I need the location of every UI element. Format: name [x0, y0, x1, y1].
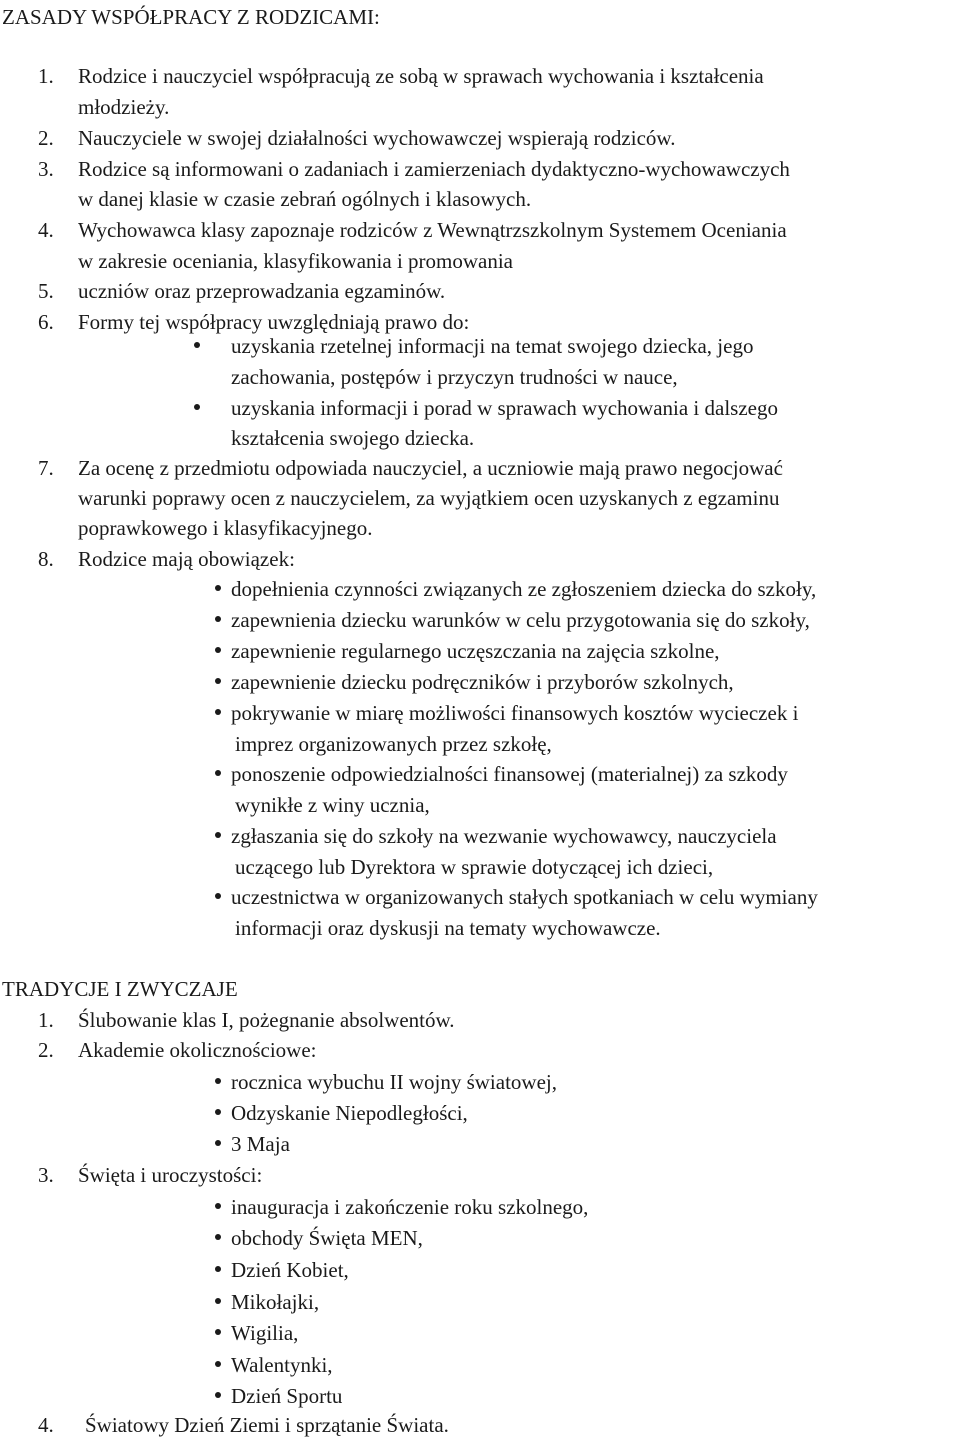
bullet-icon [215, 1361, 221, 1367]
list-item-text: Za ocenę z przedmiotu odpowiada nauczyciel, a uczniowie mają prawo negocjować [78, 456, 783, 480]
bullet-icon [215, 1234, 221, 1240]
bullet-icon [215, 709, 221, 715]
bullet-text: wynikłe z winy ucznia, [235, 793, 430, 817]
bullet-icon [215, 1140, 221, 1146]
list-item-text: Wychowawca klasy zapoznaje rodziców z Wewnątrzszkolnym Systemem Oceniania [78, 218, 787, 242]
list-item-text: warunki poprawy ocen z nauczycielem, za wyjątkiem ocen uzyskanych z egzaminu [78, 486, 780, 510]
bullet-text: dopełnienia czynności związanych ze zgłoszeniem dziecka do szkoły, [231, 577, 817, 601]
bullet-text: Odzyskanie Niepodległości, [231, 1101, 468, 1125]
list-item-text: Ślubowanie klas I, pożegnanie absolwentów. [78, 1008, 455, 1032]
list-number: 2. [38, 126, 54, 150]
list-item-text: uczniów oraz przeprowadzania egzaminów. [78, 279, 446, 303]
list-number: 3. [38, 157, 54, 181]
section-heading-tradycje: TRADYCJE I ZWYCZAJE [2, 977, 238, 1001]
bullet-icon [215, 832, 221, 838]
list-item-text: Akademie okolicznościowe: [78, 1038, 317, 1062]
bullet-text: kształcenia swojego dziecka. [231, 426, 475, 450]
list-item-text: Nauczyciele w swojej działalności wychowawczej wspierają rodziców. [78, 126, 676, 150]
bullet-text: uzyskania informacji i porad w sprawach wychowania i dalszego [231, 396, 778, 420]
list-item-text: Rodzice są informowani o zadaniach i zamierzeniach dydaktyczno-wychowawczych [78, 157, 790, 181]
bullet-text: uczestnictwa w organizowanych stałych spotkaniach w celu wymiany [231, 885, 818, 909]
bullet-icon [215, 616, 221, 622]
list-item-text: Formy tej współpracy uwzględniają prawo do: [78, 310, 470, 334]
bullet-text: zapewnienia dziecku warunków w celu przygotowania się do szkoły, [231, 608, 810, 632]
bullet-text: rocznica wybuchu II wojny światowej, [231, 1070, 557, 1094]
list-item-text: Rodzice i nauczyciel współpracują ze sobą w sprawach wychowania i kształcenia [78, 64, 764, 88]
bullet-text: zgłaszania się do szkoły na wezwanie wychowawcy, nauczyciela [231, 824, 777, 848]
bullet-text: pokrywanie w miarę możliwości finansowych kosztów wycieczek i [231, 701, 799, 725]
list-item-text: Światowy Dzień Ziemi i sprzątanie Świata. [85, 1413, 449, 1437]
bullet-text: Wigilia, [231, 1321, 299, 1345]
list-item-text: w danej klasie w czasie zebrań ogólnych i klasowych. [78, 187, 532, 211]
bullet-text: zachowania, postępów i przyczyn trudności w nauce, [231, 365, 678, 389]
list-item-text: w zakresie oceniania, klasyfikowania i promowania [78, 249, 514, 273]
list-item-text: Święta i uroczystości: [78, 1163, 263, 1187]
list-number: 6. [38, 310, 54, 334]
bullet-icon [215, 1109, 221, 1115]
bullet-text: Walentynki, [231, 1353, 333, 1377]
list-number: 2. [38, 1038, 54, 1062]
list-item-text: Rodzice mają obowiązek: [78, 547, 295, 571]
bullet-icon [194, 342, 200, 348]
bullet-icon [215, 1329, 221, 1335]
list-item-text: poprawkowego i klasyfikacyjnego. [78, 516, 373, 540]
list-item-text: młodzieży. [78, 95, 170, 119]
bullet-icon [194, 404, 200, 410]
list-number: 4. [38, 1413, 54, 1437]
bullet-text: ponoszenie odpowiedzialności finansowej (materialnej) za szkody [231, 762, 788, 786]
bullet-icon [215, 893, 221, 899]
bullet-text: Dzień Kobiet, [231, 1258, 349, 1282]
list-number: 5. [38, 279, 54, 303]
bullet-icon [215, 1203, 221, 1209]
bullet-icon [215, 770, 221, 776]
bullet-text: obchody Święta MEN, [231, 1226, 423, 1250]
bullet-text: informacji oraz dyskusji na tematy wychowawcze. [235, 916, 661, 940]
bullet-icon [215, 1298, 221, 1304]
list-number: 1. [38, 1008, 54, 1032]
bullet-icon [215, 1266, 221, 1272]
bullet-icon [215, 678, 221, 684]
bullet-text: 3 Maja [231, 1132, 290, 1156]
bullet-icon [215, 1078, 221, 1084]
list-number: 1. [38, 64, 54, 88]
bullet-text: zapewnienie dziecku podręczników i przyborów szkolnych, [231, 670, 734, 694]
list-number: 4. [38, 218, 54, 242]
bullet-text: Mikołajki, [231, 1290, 320, 1314]
bullet-text: imprez organizowanych przez szkołę, [235, 732, 552, 756]
bullet-text: zapewnienie regularnego uczęszczania na zajęcia szkolne, [231, 639, 720, 663]
bullet-text: uczącego lub Dyrektora w sprawie dotyczącej ich dzieci, [235, 855, 714, 879]
list-number: 8. [38, 547, 54, 571]
bullet-text: inauguracja i zakończenie roku szkolnego, [231, 1195, 589, 1219]
bullet-icon [215, 1392, 221, 1398]
section-heading-zasady: ZASADY WSPÓŁPRACY Z RODZICAMI: [2, 5, 380, 29]
bullet-text: uzyskania rzetelnej informacji na temat swojego dziecka, jego [231, 334, 754, 358]
bullet-icon [215, 647, 221, 653]
bullet-text: Dzień Sportu [231, 1384, 343, 1408]
list-number: 3. [38, 1163, 54, 1187]
bullet-icon [215, 585, 221, 591]
list-number: 7. [38, 456, 54, 480]
